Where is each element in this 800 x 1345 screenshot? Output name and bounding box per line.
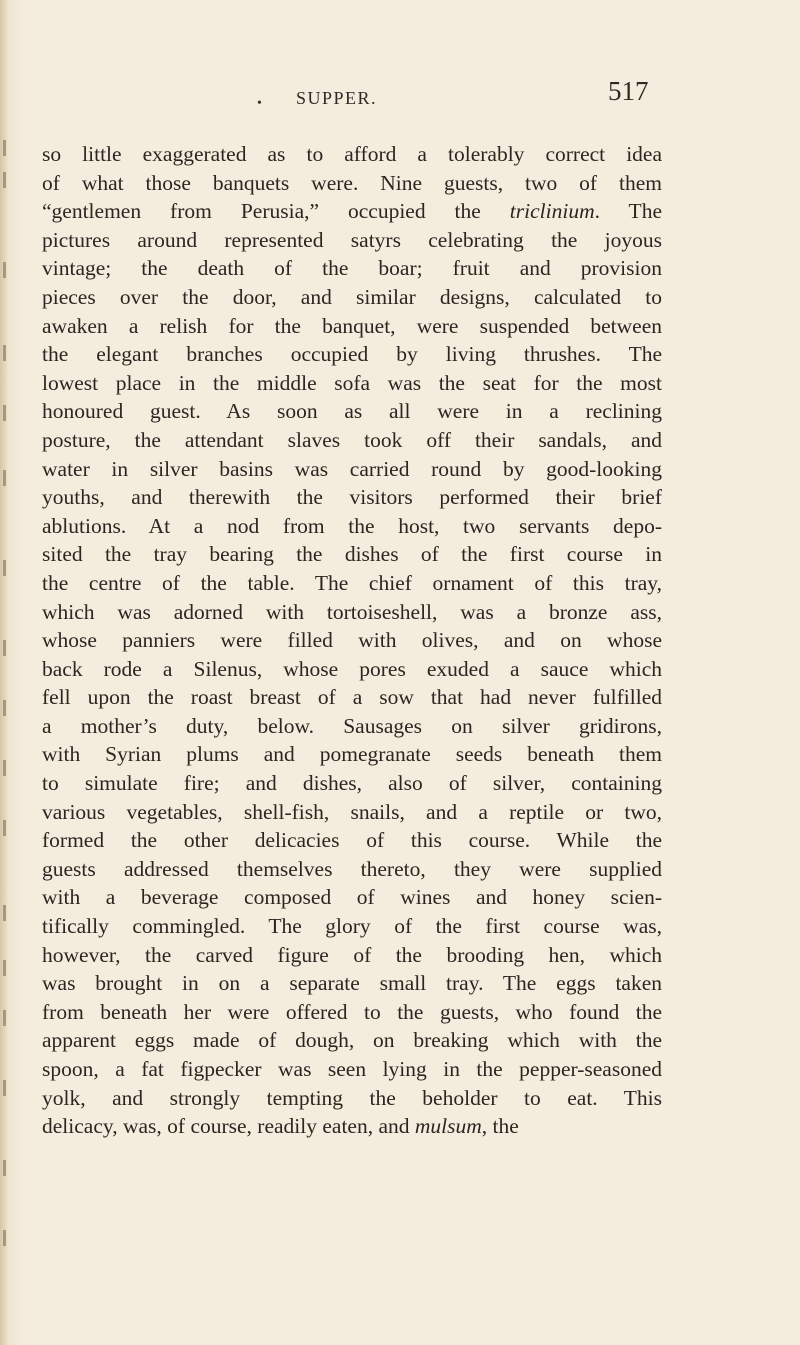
text-run: ablutions. At a nod from the host, two servants depo- xyxy=(42,513,662,538)
binding-edge-mark xyxy=(3,470,6,486)
binding-edge-mark xyxy=(3,560,6,576)
text-line xyxy=(42,369,662,398)
text-line xyxy=(42,1026,662,1055)
text-line xyxy=(42,798,662,827)
binding-edge-mark xyxy=(3,640,6,656)
binding-edge-mark xyxy=(3,345,6,361)
text-run: fell upon the roast breast of a sow that had never fulfilled xyxy=(42,685,662,710)
italic-term: mulsum xyxy=(414,1114,482,1139)
text-run: yolk, and strongly tempting the beholder to eat. This xyxy=(42,1085,662,1110)
text-line xyxy=(42,569,662,598)
text-line xyxy=(42,598,662,627)
text-run: , the xyxy=(481,1114,519,1139)
text-line xyxy=(42,969,662,998)
text-run: a mother’s duty, below. Sausages on silver gridirons, xyxy=(42,713,662,738)
binding-edge-mark xyxy=(3,700,6,716)
text-run: lowest place in the middle sofa was the seat for the most xyxy=(42,370,662,395)
text-run: spoon, a fat figpecker was seen lying in the pepper-seasoned xyxy=(42,1057,662,1081)
text-run: water in silver basins was carried round by good-looking xyxy=(42,456,662,481)
binding-edge-mark xyxy=(3,1080,6,1096)
text-line xyxy=(42,769,662,798)
text-line xyxy=(42,1084,662,1113)
text-line xyxy=(42,169,662,198)
text-line xyxy=(42,826,662,855)
text-line xyxy=(42,197,662,226)
text-line xyxy=(42,912,662,941)
text-run: with Syrian plums and pomegranate seeds beneath them xyxy=(42,742,662,767)
text-run: of what those banquets were. Nine guests, two of them xyxy=(42,170,662,195)
text-line xyxy=(42,254,662,283)
text-run: to simulate fire; and dishes, also of silver, containing xyxy=(42,771,662,796)
binding-edge-mark xyxy=(3,172,6,188)
text-run: delicacy, was, of course, readily eaten, and xyxy=(42,1114,415,1139)
binding-edge-mark xyxy=(3,1160,6,1176)
text-run: pieces over the door, and similar designs, calculated to xyxy=(42,284,662,309)
text-run: . The xyxy=(594,199,662,224)
text-line xyxy=(42,226,662,255)
text-line xyxy=(42,740,662,769)
binding-edge-mark xyxy=(3,140,6,156)
text-run: the centre of the table. The chief ornament of this tray, xyxy=(42,570,662,595)
text-line xyxy=(42,855,662,884)
binding-edge-mark xyxy=(3,405,6,421)
text-line xyxy=(42,1112,662,1141)
text-line xyxy=(42,426,662,455)
text-line xyxy=(42,312,662,341)
page-number: 517 xyxy=(608,76,649,106)
text-run: with a beverage composed of wines and honey scien- xyxy=(42,885,662,910)
text-run: awaken a relish for the banquet, were suspended between xyxy=(42,313,662,338)
text-run: tifically commingled. The glory of the first course was, xyxy=(42,914,662,939)
text-line xyxy=(42,655,662,684)
binding-edge-mark xyxy=(3,905,6,921)
text-run: whose panniers were filled with olives, and on whose xyxy=(42,628,662,653)
text-run: posture, the attendant slaves took off their sandals, and xyxy=(42,427,662,452)
text-line xyxy=(42,512,662,541)
binding-edge-mark xyxy=(3,820,6,836)
binding-edge-mark xyxy=(3,760,6,776)
binding-edge-mark xyxy=(3,960,6,976)
page-header xyxy=(0,76,800,116)
text-run: back rode a Silenus, whose pores exuded a sauce which xyxy=(42,656,662,681)
text-line xyxy=(42,883,662,912)
text-run: pictures around represented satyrs celebrating the joyous xyxy=(42,227,662,252)
text-run: vintage; the death of the boar; fruit and provision xyxy=(42,256,662,281)
text-run: formed the other delicacies of this course. While the xyxy=(42,828,662,853)
text-line xyxy=(42,626,662,655)
text-run: which was adorned with tortoiseshell, was a bronze ass, xyxy=(42,599,662,624)
running-head: SUPPER. xyxy=(296,88,378,108)
text-run: was brought in on a separate small tray. The eggs taken xyxy=(42,971,662,996)
text-run: “gentlemen from Perusia,” occupied the xyxy=(42,199,510,224)
text-run: honoured guest. As soon as all were in a reclining xyxy=(42,399,662,424)
text-line xyxy=(42,1055,662,1084)
text-line xyxy=(42,712,662,741)
header-bullet-mark: • xyxy=(257,96,262,111)
text-run: various vegetables, shell-fish, snails, and a reptile or two, xyxy=(42,799,662,824)
binding-edge-mark xyxy=(3,1230,6,1246)
text-line xyxy=(42,941,662,970)
text-line xyxy=(42,397,662,426)
text-run: so little exaggerated as to afford a tolerably correct idea xyxy=(42,142,662,166)
text-line xyxy=(42,540,662,569)
text-run: however, the carved figure of the brooding hen, which xyxy=(42,942,662,967)
italic-term: triclinium xyxy=(509,199,595,224)
text-run: from beneath her were offered to the guests, who found the xyxy=(42,999,662,1024)
binding-edge-mark xyxy=(3,262,6,278)
text-line xyxy=(42,140,662,169)
text-run: youths, and therewith the visitors performed their brief xyxy=(42,485,662,510)
text-run: sited the tray bearing the dishes of the first course in xyxy=(42,542,662,567)
text-run: apparent eggs made of dough, on breaking which with the xyxy=(42,1028,662,1053)
page-gutter-shadow xyxy=(0,0,8,1345)
text-line xyxy=(42,340,662,369)
text-run: guests addressed themselves thereto, they were supplied xyxy=(42,856,662,881)
binding-edge-mark xyxy=(3,1010,6,1026)
body-text xyxy=(42,140,662,1141)
text-line xyxy=(42,455,662,484)
text-line xyxy=(42,483,662,512)
text-line xyxy=(42,683,662,712)
text-line xyxy=(42,998,662,1027)
text-run: the elegant branches occupied by living thrushes. The xyxy=(42,342,662,367)
text-line xyxy=(42,283,662,312)
